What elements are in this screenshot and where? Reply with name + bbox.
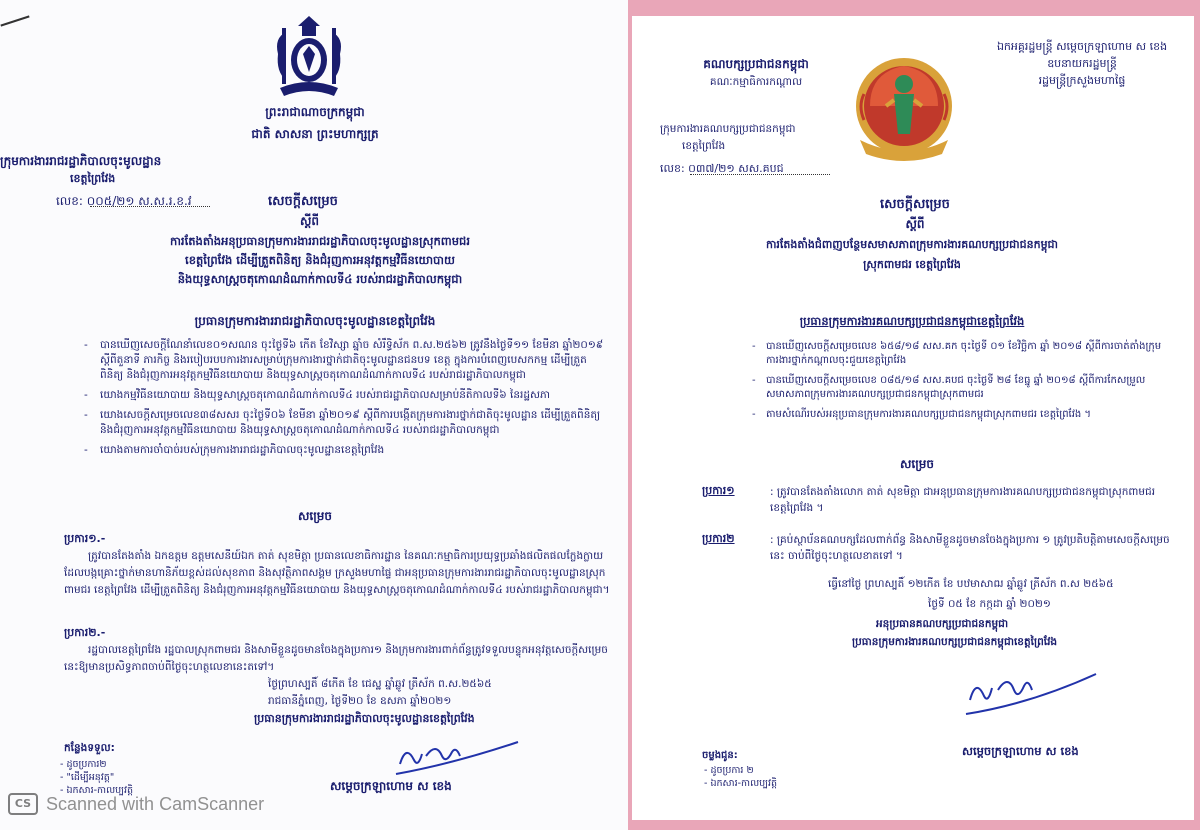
decision-title bbox=[70, 232, 570, 289]
subject-heading: ស្តីពី bbox=[905, 217, 925, 231]
corner-pen-mark bbox=[0, 15, 29, 26]
deputy-title-line: ឯកអគ្គរដ្ឋមន្ត្រី សម្តេចក្រឡាហោម ស ខេង ឧបនាយករដ្ឋមន្ត្រី bbox=[996, 40, 1168, 70]
decision-heading: សេចក្តីសម្រេច bbox=[880, 197, 950, 212]
national-motto: ជាតិ សាសនា ព្រះមហាក្សត្រ bbox=[251, 127, 379, 141]
decides-heading: សម្រេច bbox=[899, 457, 935, 471]
article-2-text: : គ្រប់ស្ថាប័នគណបក្សដែលពាក់ព័ន្ធ និងសាមីខ្លួនដូចមានចែងក្នុងប្រការ ១ ត្រូវប្រតិបត្តិតាមសេចក្តីសម្រេចនេះ ចាប់ពីថ្ងៃចុះហត្ថលេខាតទៅ ។ bbox=[770, 534, 1170, 562]
handwritten-signature bbox=[392, 734, 522, 782]
title-line: និងយុទ្ធសាស្ត្រចតុកោណដំណាក់កាលទី៤ របស់រាជរដ្ឋាភិបាលកម្ពុជា bbox=[177, 272, 463, 286]
working-group-province: ខេត្តព្រៃវែង bbox=[682, 140, 726, 152]
issuing-province: ខេត្តព្រៃវែង bbox=[70, 172, 116, 185]
solar-date: ថ្ងៃទី ០៥ ខែ កក្កដា ឆ្នាំ ២០២១ bbox=[928, 598, 1051, 610]
signatory-name: សម្តេចក្រឡាហោម ស ខេង bbox=[330, 779, 452, 793]
decides-heading: សម្រេច bbox=[297, 509, 333, 523]
article-2-text: រដ្ឋបាលខេត្តព្រៃវែង រដ្ឋបាលស្រុកពាមជរ និងសាមីខ្លួនដូចមានចែងក្នុងប្រការ១ និងក្រុមការងារពាក់ព័ន្ធត្រូវទទួលបន្ទុកអនុវត្តសេចក្តីសម្រេចនេះឱ្យមានប្រសិទ្ធភាពចាប់ពីថ្ងៃចុះហត្ថលេខានេះតទៅ។ bbox=[64, 644, 608, 673]
article-1-text: : ត្រូវបានតែងតាំងលោក តាត់ សុខមិត្តា ជាអនុប្រធានក្រុមការងារគណបក្សប្រជាជនកម្ពុជាស្រុកពាមជរ ខេត្តព្រៃវែង ។ bbox=[770, 486, 1156, 514]
preamble-list bbox=[752, 340, 1162, 428]
recipient-item: - ឯកសារ-កាលប្បវត្តិ bbox=[704, 777, 777, 790]
preamble-item: - យោងតាមការចាំបាច់របស់ក្រុមការងាររាជរដ្ឋាភិបាលចុះមូលដ្ឋានខេត្តព្រៃវែង bbox=[84, 443, 604, 458]
recipient-item: - ដូចប្រការ២ bbox=[60, 758, 133, 771]
deputy-title bbox=[982, 38, 1182, 89]
reference-underline bbox=[90, 206, 210, 207]
preamble-item: - យោងសេចក្តីសម្រេចលេខ៣៨សសរ ចុះថ្ងៃទី០៦ ខែមីនា ឆ្នាំ២០១៩ ស្តីពីការបង្កើតក្រុមការងារថ្នាក់ជាតិចុះមូលដ្ឋាន ដើម្បីត្រួតពិនិត្យ និងជំរុញការអនុវត្តកម្មវិធីនយោបាយ និងយុទ្ធសាស្ត្រចតុកោណដំណាក់កាលទី៤ របស់រាជរដ្ឋាភិបាលកម្ពុជា bbox=[84, 408, 604, 438]
preamble-item: - បានឃើញសេចក្តីសម្រេចលេខ ៦៥៨/១៨ សស.គក ចុះថ្ងៃទី ០១ ខែវិច្ឆិកា ឆ្នាំ ២០១៨ ស្តីពីការចាត់តាំងក្រុមការងារថ្នាក់កណ្តាលចុះជួយខេត្តព្រៃវែង bbox=[752, 340, 1162, 368]
kingdom-heading: ព្រះរាជាណាចក្រកម្ពុជា bbox=[265, 105, 365, 119]
preamble-item: - បានឃើញសេចក្តីសម្រេចលេខ ០៨៥/១៨ សស.គបជ ចុះថ្ងៃទី ២៨ ខែធ្នូ ឆ្នាំ ២០១៨ ស្តីពីការកែសម្រួលសមាសភាពក្រុមការងារគណបក្សប្រជាជនកម្ពុជាស្រុកពាមជរ bbox=[752, 374, 1162, 402]
reference-number: លេខ: ០០៥/២១ ស.ស.រ.ខ.វ bbox=[56, 194, 192, 208]
signatory-party-title: អនុប្រធានគណបក្សប្រជាជនកម្ពុជា bbox=[876, 618, 1009, 630]
reference-underline bbox=[690, 174, 830, 175]
recipients-heading: កន្លែងទទួល: bbox=[64, 742, 115, 754]
preamble-item: - តាមសំណើរបស់អនុប្រធានក្រុមការងារគណបក្សប្រជាជនកម្ពុជាស្រុកពាមជរ ខេត្តព្រៃវែង ។ bbox=[752, 408, 1162, 422]
preamble-heading: ប្រធានក្រុមការងាររាជរដ្ឋាភិបាលចុះមូលដ្ឋានខេត្តព្រៃវែង bbox=[194, 314, 436, 328]
scanner-watermark: Scanned with CamScanner bbox=[46, 794, 265, 814]
preamble-heading: ប្រធានក្រុមការងារគណបក្សប្រជាជនកម្ពុជាខេត្តព្រៃវែង bbox=[799, 314, 1025, 328]
right-document bbox=[632, 16, 1194, 820]
article-1-label: ប្រការ១ bbox=[702, 484, 735, 497]
handwritten-signature bbox=[960, 664, 1100, 722]
party-emblem-icon bbox=[850, 44, 958, 162]
working-group-name: ក្រុមការងារគណបក្សប្រជាជនកម្ពុជា bbox=[660, 123, 796, 135]
reference-number: លេខ: ០៣៧/២១ សស.គបជ bbox=[660, 162, 784, 175]
article-2-label: ប្រការ២ bbox=[702, 532, 735, 545]
recipients-list bbox=[60, 758, 133, 797]
decision-heading: សេចក្តីសម្រេច bbox=[268, 194, 338, 209]
preamble-item: - យោងកម្មវិធីនយោបាយ និងយុទ្ធសាស្ត្រចតុកោណដំណាក់កាលទី៤ របស់រាជរដ្ឋាភិបាលសម្រាប់នីតិកាលទី៦ នៃរដ្ឋសភា bbox=[84, 388, 604, 403]
signatory-name: សម្តេចក្រឡាហោម ស ខេង bbox=[962, 744, 1079, 758]
recipient-item: - ឯកសារ-កាលប្បវត្តិ bbox=[60, 784, 133, 797]
issuing-body: ក្រុមការងាររាជរដ្ឋាភិបាលចុះមូលដ្ឋាន bbox=[0, 154, 162, 168]
deputy-title-line: រដ្ឋមន្ត្រីក្រសួងមហាផ្ទៃ bbox=[1038, 74, 1126, 87]
decision-title: ការតែងតាំងជំពាញបន្ថែមសមាសភាពក្រុមការងារគណបក្សប្រជាជនកម្ពុជា bbox=[765, 238, 1059, 251]
title-line: ការតែងតាំងអនុប្រធានក្រុមការងាររាជរដ្ឋាភិបាលចុះមូលដ្ឋានស្រុកពាមជរ bbox=[169, 234, 471, 248]
recipient-item: - ដូចប្រការ ២ bbox=[704, 764, 777, 777]
signatory-title: ប្រធានក្រុមការងាររាជរដ្ឋាភិបាលចុះមូលដ្ឋានខេត្តព្រៃវែង bbox=[254, 712, 475, 725]
recipients-list bbox=[704, 764, 777, 790]
party-name: គណបក្សប្រជាជនកម្ពុជា bbox=[703, 57, 809, 71]
solar-date: រាជធានីភ្នំពេញ, ថ្ងៃទី២០ ខែ ឧសភា ឆ្នាំ២០២១ bbox=[268, 695, 452, 707]
recipient-item: - "ដើម្បីអនុវត្ត" bbox=[60, 771, 133, 784]
article-1-text: ត្រូវបានតែងតាំង ឯកឧត្តម ឧត្តមសេនីយ៍ឯក តាត់ សុខមិត្តា ប្រធានលេខាធិការដ្ឋាន នៃគណៈកម្មាធិការប្រយុទ្ធប្រឆាំងផលិតផលក្លែងក្លាយ ដែលបង្កគ្រោះថ្នាក់មានហានិភ័យខ្ពស់ដល់សុខភាព និងសុវត្ថិភាពសង្គម ក្រសួងមហាផ្ទៃ ជាអនុប្រធានក្រុមការងាររាជរដ្ឋាភិបាលចុះមូលដ្ឋានស្រុកពាមជរ ខេត្តព្រៃវែង ដើម្បីត្រួតពិនិត្យ និងជំរុញការអនុវត្តកម្មវិធីនយោបាយ និងយុទ្ធសាស្ត្រចតុកោណដំណាក់កាលទី៤ របស់រាជរដ្ឋាភិបាលកម្ពុជា។ bbox=[64, 550, 610, 596]
article-2-label: ប្រការ២.- bbox=[64, 626, 106, 639]
decision-title-line-2: ស្រុកពាមជរ ខេត្តព្រៃវែង bbox=[863, 258, 961, 271]
preamble-item: - បានឃើញសេចក្តីណែនាំលេខ០១សណន ចុះថ្ងៃទី៦ កើត ខែវិស្សា ឆ្នាំច សំរឹទ្ធិស័ក ព.ស.២៥៦២ ត្រូវនឹងថ្ងៃទី១១ ខែមីនា ឆ្នាំ២០១៩ ស្តីពីតួនាទី ភារកិច្ច និងរបៀបរបបការងារសម្រាប់ក្រុមការងារថ្នាក់ជាតិចុះមូលដ្ឋានជនបទ ខេត្ត ក្នុងការបំពេញបេសកកម្ម ដើម្បីត្រួតពិនិត្យ និងជំរុញការអនុវត្តកម្មវិធីនយោបាយ និងយុទ្ធសាស្ត្រចតុកោណដំណាក់កាលទី៤ របស់រាជរដ្ឋាភិបាលកម្ពុជា bbox=[84, 338, 604, 383]
lunar-date: ថ្ងៃព្រហស្បតិ៍ ៨កើត ខែ ជេស្ឋ ឆ្នាំឆ្លូវ ត្រីស័ក ព.ស.២៥៦៥ bbox=[268, 678, 492, 690]
recipients-heading: ចម្លងជូន: bbox=[702, 750, 738, 761]
royal-coat-of-arms-icon bbox=[268, 14, 350, 100]
lunar-date: ធ្វើនៅថ្ងៃ ព្រហស្បតិ៍ ១២កើត ខែ បឋមាសាឍ ឆ្នាំឆ្លូវ ត្រីស័ក ព.ស ២៥៦៥ bbox=[828, 578, 1114, 590]
signatory-title: ប្រធានក្រុមការងារគណបក្សប្រជាជនកម្ពុជាខេត្តព្រៃវែង bbox=[852, 636, 1058, 648]
preamble-list bbox=[84, 338, 604, 463]
title-line: ខេត្តព្រៃវែង ដើម្បីត្រួតពិនិត្យ និងជំរុញការអនុវត្តកម្មវិធីនយោបាយ bbox=[185, 253, 455, 267]
subject-heading: ស្តីពី bbox=[300, 214, 320, 228]
article-1-label: ប្រការ១.- bbox=[64, 532, 106, 545]
party-committee: គណៈកម្មាធិការកណ្តាល bbox=[709, 76, 803, 88]
camscanner-logo-icon: CS bbox=[8, 793, 38, 815]
